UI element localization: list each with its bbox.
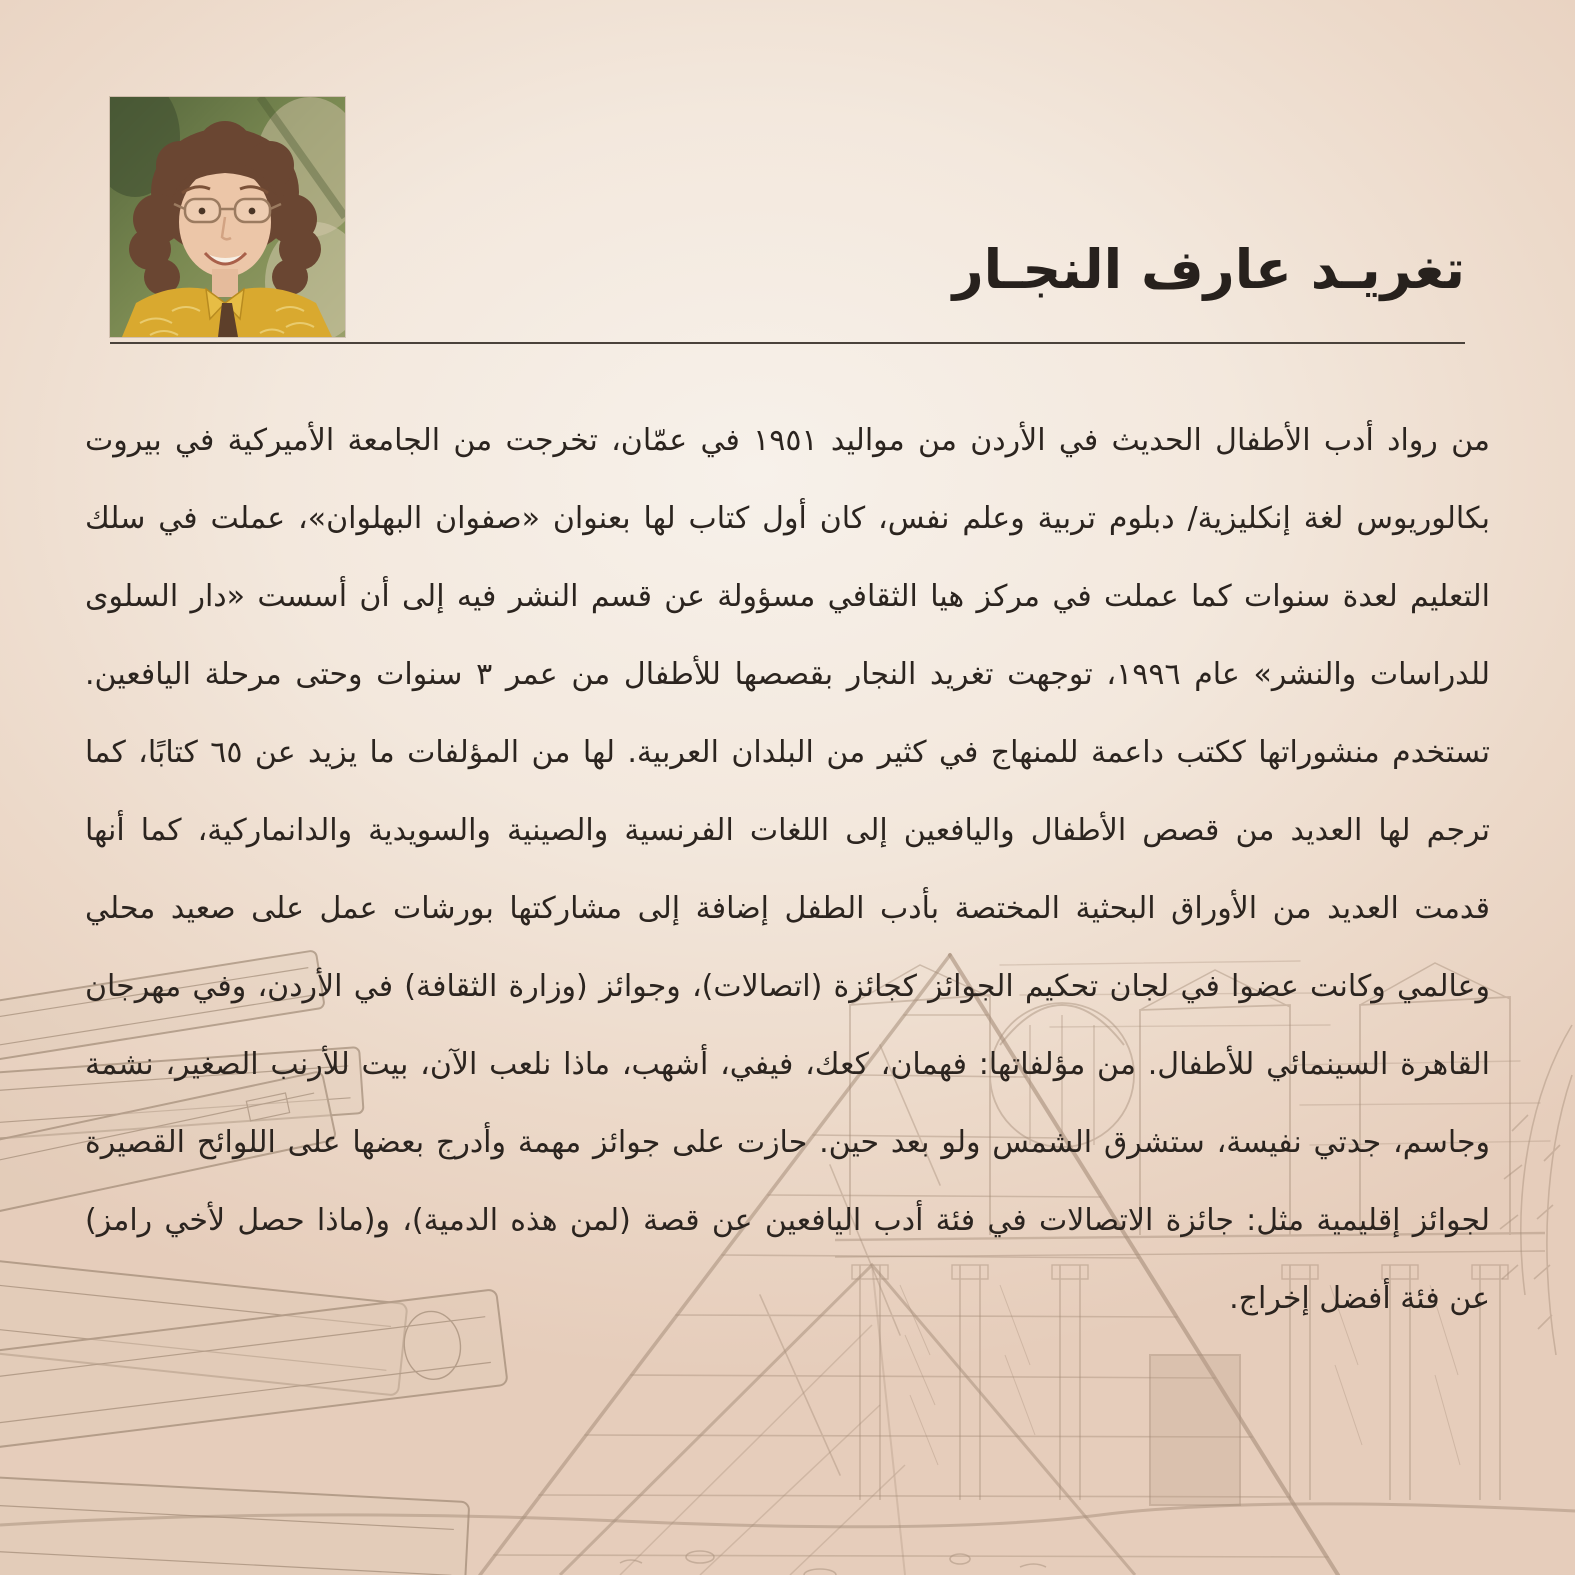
palm-leaves-sketch [1500,1025,1572,1355]
author-photo [110,97,345,337]
bio-line-9: القاهرة السينمائي للأطفال. من مؤلفاتها: فهمان، كعك، فيفي، أشهب، ماذا نلعب الآن، بيت للأرنب الصغير، نشمة [85,1047,1490,1082]
bio-line-1: من رواد أدب الأطفال الحديث في الأردن من مواليد ١٩٥١ في عمّان، تخرجت من الجامعة الأميركية في بيروت [85,423,1490,458]
bio-line-8: وعالمي وكانت عضوا في لجان تحكيم الجوائز كجائزة (اتصالات)، وجوائز (وزارة الثقافة) في الأردن، وفي مهرجان [85,969,1490,1004]
ground-line-sketch [0,1504,1575,1575]
bio-line-3: التعليم لعدة سنوات كما عملت في مركز هيا الثقافي مسؤولة عن قسم النشر فيه إلى أن أسست «دار السلوى [85,579,1490,614]
bio-line-12: عن فئة أفضل إخراج. [1229,1281,1490,1316]
bio-line-7: قدمت العديد من الأوراق البحثية المختصة بأدب الطفل إضافة إلى مشاركتها بورشات عمل على صعيد محلي [85,891,1490,926]
page-title: تغريـد عارف النجـار [952,238,1465,301]
bio-line-2: بكالوريوس لغة إنكليزية/ دبلوم تربية وعلم نفس، كان أول كتاب لها بعنوان «صفوان البهلوان»، عملت في سلك [85,501,1490,536]
bio-line-5: تستخدم منشوراتها ككتب داعمة للمنهاج في كثير من البلدان العربية. لها من المؤلفات ما يزيد عن ٦٥ كتابًا، كما [85,735,1490,770]
bio-paragraph [85,402,1490,1338]
bio-line-4: للدراسات والنشر» عام ١٩٩٦، توجهت تغريد النجار بقصصها للأطفال من عمر ٣ سنوات وحتى مرحلة اليافعين. [85,657,1490,692]
divider-line [110,342,1465,344]
bio-line-10: وجاسم، جدتي نفيسة، ستشرق الشمس ولو بعد حين. حازت على جوائز مهمة وأدرج بعضها على اللوائح القصيرة [85,1125,1490,1160]
bio-line-11: لجوائز إقليمية مثل: جائزة الاتصالات في فئة أدب اليافعين عن قصة (لمن هذه الدمية)، و(ماذا حصل لأخي رامز) [85,1203,1490,1238]
bio-line-6: ترجم لها العديد من قصص الأطفال واليافعين إلى اللغات الفرنسية والصينية والسويدية والدانماركية، كما أنها [85,813,1490,848]
